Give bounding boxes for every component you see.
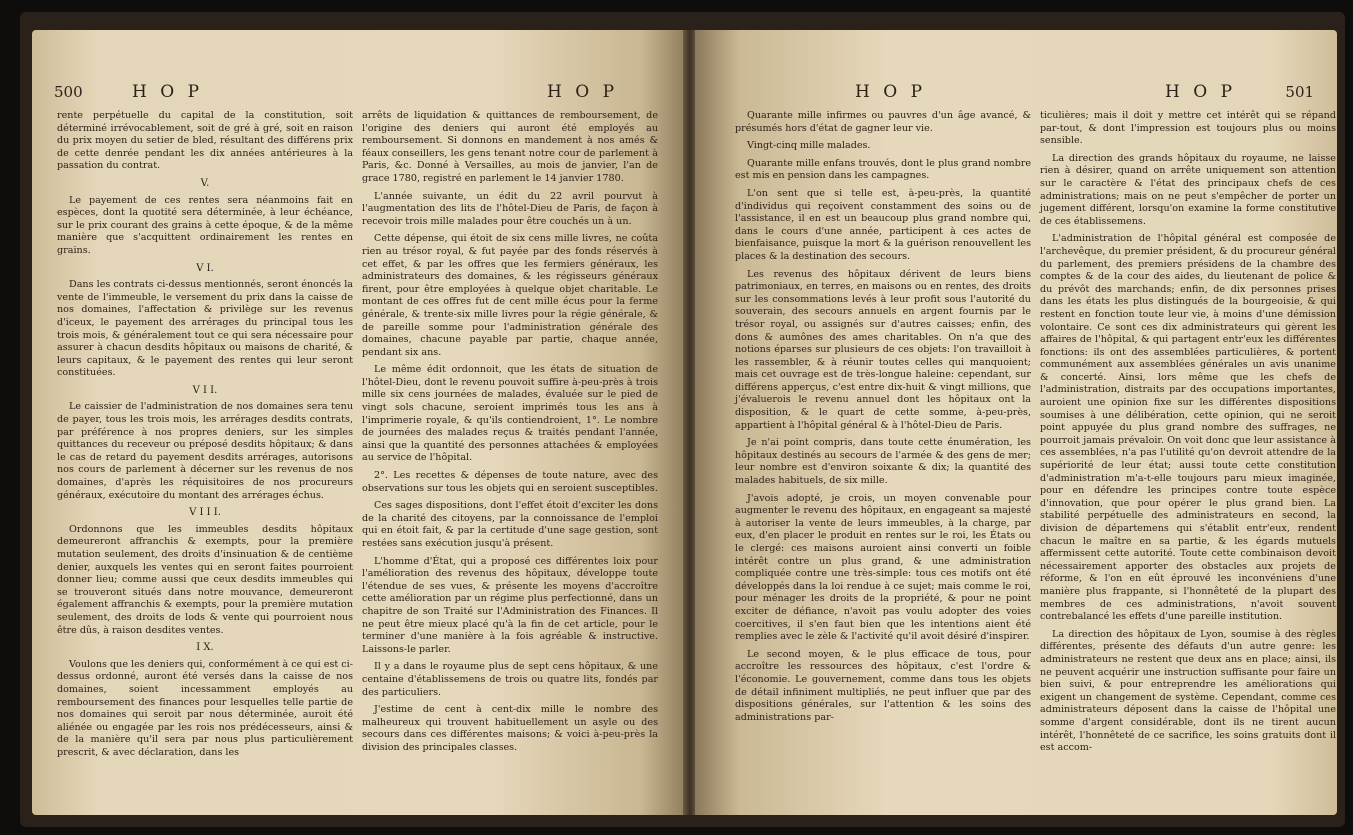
- paragraph: rente perpétuelle du capital de la constitution, soit déterminé irrévocablement, soit de gré à gré, soit en raison du prix moyen du setier de bled, résultant des différens prix de cette denrée pendant les dix années antérieures à la passation du contrat.: [57, 110, 353, 172]
- paragraph: La direction des hôpitaux de Lyon, soumise à des règles différentes, présente des défauts d'un autre genre: les administrateurs ne restent que deux ans en place; ainsi, ils ne peuvent acquérir une instruction suffisante pour faire un bien suivi, & pour entreprendre les améliorations qui exigent un changement de système. Cependant, comme ces administrateurs déposent dans la caisse de l'hôpital une somme d'argent considérable, dont ils ne tirent aucun intérêt, l'honnêteté de ce sacrifice, les soins gratuits dont il est accom-: [1040, 628, 1336, 754]
- running-head-right: H O P: [547, 82, 619, 102]
- paragraph: Le payement de ces rentes sera néanmoins fait en espèces, dont la quotité sera déterminée, à leur échéance, sur le prix courant des grains à cette époque, & de la même manière que s'acquittent ordinairement les rentes en grains.: [57, 194, 353, 256]
- open-book: [20, 12, 1345, 827]
- paragraph: Le même édit ordonnoit, que les états de situation de l'hôtel-Dieu, dont le revenu pouvoit suffire à-peu-près à trois mille six cens journées de malades, évaluée sur le pied de vingt sols chacune, seroient imprimés tous les ans à l'imprimerie royale, & qu'ils contiendroient, 1°. Le nombre de journées des malades reçus & traités pendant l'année, ainsi que la quantité des personnes attachées & employées au service de l'hôpital.: [362, 364, 658, 464]
- paragraph: Le second moyen, & le plus efficace de tous, pour accroître les ressources des hôpitaux, c'est l'ordre & l'économie. Le gouvernement, comme dans tous les objets de détail infiniment multipliés, ne peut influer que par des dispositions générales, sur l'attention & les soins des administrations par-: [735, 648, 1031, 723]
- section-number: V I I.: [192, 384, 218, 396]
- text-column: [1040, 110, 1336, 760]
- paragraph: 2°. Les recettes & dépenses de toute nature, avec des observations sur tous les objets qui en seroient susceptibles.: [362, 470, 658, 494]
- paragraph: Cette dépense, qui étoit de six cens mille livres, ne coûta rien au trésor royal, & fut payée par des fonds réservés à cet effet, & par les offres que les fermiers généraux, les administrateurs des domaines, & les régisseurs généraux firent, pour être employées à quelque objet charitable. Le montant de ces offres fut de cent mille écus pour la ferme générale, & trente-six mille livres pour la régie générale, & de pareille somme pour l'administration générale des domaines, chacune payable par partie, chaque année, pendant six ans.: [362, 233, 658, 358]
- page-number: 500: [54, 83, 83, 101]
- paragraph: L'année suivante, un édit du 22 avril pourvut à l'augmentation des lits de l'hôtel-Dieu de Paris, de façon à recevoir trois mille malades pour être couchés un à un.: [362, 190, 658, 227]
- paragraph: L'on sent que si telle est, à-peu-près, la quantité d'individus qui reçoivent constamment des soins ou de l'assistance, il en est un beaucoup plus grand nombre qui, dans le cours d'une année, participent à ces actes de bienfaisance, puisque la mort & la guérison renouvellent les places & la destination des secours.: [735, 187, 1031, 262]
- paragraph: La direction des grands hôpitaux du royaume, ne laisse rien à désirer, quand on arrête uniquement son attention sur le caractère & l'état des principaux chefs de ces administrations; mais on ne peut s'empêcher de porter un jugement différent, lorsqu'on examine la forme constitutive de ces établissemens.: [1040, 152, 1336, 227]
- paragraph: Il y a dans le royaume plus de sept cens hôpitaux, & une centaine d'établissemens de trois ou quatre lits, fondés par des particuliers.: [362, 661, 658, 698]
- right-page-header: [1165, 82, 1314, 102]
- section-number: V I.: [196, 262, 214, 274]
- paragraph: J'estime de cent à cent-dix mille le nombre des malheureux qui trouvent habituellement un asyle ou des secours dans ces différentes maisons; & voici à-peu-près la division des principales classes.: [362, 704, 658, 753]
- paragraph: Ces sages dispositions, dont l'effet étoit d'exciter les dons de la charité des citoyens, par la connoissance de l'emploi qui en étoit fait, & par la certitude d'une sage gestion, sont restées sans exécution jusqu'à présent.: [362, 500, 658, 549]
- paragraph: J'avois adopté, je crois, un moyen convenable pour augmenter le revenu des hôpitaux, en engageant sa majesté à autoriser la vente de leurs immeubles, à la charge, par eux, d'en placer le produit en rentes sur le roi, les États ou le clergé: ces maisons auroient ainsi converti un foible intérêt contre un plus grand, & une administration compliquée contre une très-simple: tous ces motifs ont été développés dans la loi rendue à ce sujet; mais comme le roi, pour ménager les droits de la propriété, & pour ne point exciter de défiance, n'avoit pas voulu adopter des voies coercitives, il s'en faut bien que les intentions aient été remplies avec le zèle & l'activité qu'il avoit désiré d'inspirer.: [735, 492, 1031, 643]
- page-number: 501: [1285, 83, 1315, 101]
- paragraph: Quarante mille infirmes ou pauvres d'un âge avancé, & présumés hors d'état de gagner leur vie.: [735, 110, 1031, 134]
- paragraph: Vingt-cinq mille malades.: [747, 140, 871, 152]
- left-page-header: [54, 82, 203, 102]
- paragraph: Je n'ai point compris, dans toute cette énumération, les hôpitaux destinés au secours de l'armée & des gens de mer; leur nombre est d'environ soixante & dix; la quantité des malades habituels, de six mille.: [735, 437, 1031, 487]
- running-head: H O P: [132, 82, 204, 102]
- paragraph: ticulières; mais il doit y mettre cet intérêt qui se répand par-tout, & dont l'impression est toujours plus ou moins sensible.: [1040, 110, 1336, 147]
- text-column: [735, 110, 1031, 729]
- paragraph: Dans les contrats ci-dessus mentionnés, seront énoncés la vente de l'immeuble, le versement du prix dans la caisse de nos domaines, l'affectation & privilège sur les revenus d'iceux, le payement des arrérages du principal tous les trois mois, & généralement tout ce qui sera nécessaire pour assurer à chacun desdits hôpitaux ou maisons de charité, & leurs capitaux, & le payement des rentes qui leur seront constituées.: [57, 279, 353, 379]
- paragraph: L'administration de l'hôpital général est composée de l'archevêque, du premier président, & du procureur général du parlement, des premiers présidens de la chambre des comptes & de la cour des aides, du lieutenant de police & du prévôt des marchands; enfin, de dix personnes prises dans les états les plus distingués de la bourgeoisie, & qui restent en fonction toute leur vie, à moins d'une démission volontaire. Ce sont ces dix administrateurs qui gèrent les affaires de l'hôpital, & qui partagent entr'eux les différentes fonctions: ils ont des assemblées particulières, & portent communément aux assemblées générales un avis unanime & concerté. Ainsi, lors même que les chefs de l'administration, distraits par des occupations importantes, auroient une opinion fixe sur les différentes dispositions soumises à une délibération, cette opinion, qui ne seroit point appuyée du plus grand nombre des suffrages, ne pourroit jamais prévaloir. On voit donc que leur assistance à ces assemblées, n'a pas l'utilité qu'on devroit attendre de la supériorité de leur état; aussi toute cette constitution d'administration m'a-t-elle toujours paru mieux imaginée, pour en défendre les principes contre toute espèce d'innovation, que pour opérer le plus grand bien. La stabilité perpétuelle des administrateurs en second, la division de départemens qui s'établit entr'eux, rendent chacun le maître en sa partie, & les égards mutuels affermissent cette autorité. Toute cette combinaison devoit nécessairement apporter des obstacles aux projets de réforme, & l'on en eût éprouvé les inconvéniens d'une manière plus frappante, si l'honnêteté de la plupart des membres de ces administrations, n'avoit souvent contrebalancé les effets d'une pareille institution.: [1040, 233, 1336, 623]
- text-column: [57, 110, 353, 765]
- left-page: [32, 30, 687, 815]
- paragraph: Quarante mille enfans trouvés, dont le plus grand nombre est mis en pension dans les campagnes.: [735, 157, 1031, 182]
- text-column: [362, 110, 658, 760]
- running-head: H O P: [1165, 82, 1237, 102]
- paragraph: Le caissier de l'administration de nos domaines sera tenu de payer, tous les trois mois, les arrérages desdits contrats, par préférence à nos propres deniers, sur les simples quittances du receveur ou préposé desdits hôpitaux; & dans le cas de retard du payement desdits arrérages, autorisons nos cours de parlement à décerner sur les revenus de nos domaines, d'après les réquisitoires de nos procureurs généraux, exécutoire du montant des arrérages échus.: [57, 401, 353, 501]
- paragraph: Voulons que les deniers qui, conformément à ce qui est ci-dessus ordonné, auront été versés dans la caisse de nos domaines, soient incessamment employés au remboursement des finances pour lesquelles telle partie de nos domaines qui seroit par nous déterminée, auroit été aliénée ou engagée par les rois nos prédécesseurs, ainsi & de la manière qu'il sera par nous plus particulièrement prescrit, & avec déclaration, dans les: [57, 658, 353, 758]
- section-number: V.: [200, 177, 210, 189]
- section-number: I X.: [196, 642, 214, 654]
- paragraph: Les revenus des hôpitaux dérivent de leurs biens patrimoniaux, en terres, en maisons ou en rentes, des droits sur les consommations levés à leur profit sous l'autorité du souverain, des secours annuels en argent fournis par le trésor royal, ou assignés sur d'autres caisses; enfin, des dons & aumônes des ames charitables. On n'a que des notions éparses sur plusieurs de ces objets: l'on travailloit à les rassembler, & à réunir toutes celles qui manquoient; mais cet ouvrage est de très-longue haleine: cependant, sur différens apperçus, c'est entre dix-huit & vingt millions, que j'évaluerois le revenu annuel dont les hôpitaux ont la disposition, & le quart de cette somme, à-peu-près, appartient à l'hôpital général & à l'hôtel-Dieu de Paris.: [735, 268, 1031, 431]
- right-page: [695, 30, 1337, 815]
- running-head-left: H O P: [855, 82, 927, 102]
- paragraph: arrêts de liquidation & quittances de remboursement, de l'origine des deniers qui auront été employés au remboursement. Si donnons en mandement à nos amés & féaux conseillers, les gens tenant notre cour de parlement à Paris, &c. Donné à Versailles, au mois de janvier, l'an de grace 1780, registré en parlement le 14 janvier 1780.: [362, 110, 658, 184]
- section-number: V I I I.: [189, 507, 221, 519]
- paragraph: L'homme d'État, qui a proposé ces différentes loix pour l'amélioration des revenus des hôpitaux, développe toute l'étendue de ses vues, & présente les moyens d'accroître cette amélioration par un régime plus perfectionné, dans un chapitre de son Traité sur l'Administration des Finances. Il ne peut être mieux placé qu'à la fin de cet article, pour le terminer d'une manière à la fois agréable & instructive. Laissons-le parler.: [362, 555, 658, 655]
- paragraph: Ordonnons que les immeubles desdits hôpitaux demeureront affranchis & exempts, pour la première mutation seulement, des droits d'insinuation & de centième denier, auxquels les ventes qui en seront faites pourroient donner lieu; comme aussi que ceux desdits immeubles qui se trouveront situés dans notre mouvance, demeureront également affranchis & exempts, pour la première mutation seulement, des droits de lods & vente qui pourroient nous être dûs, à raison desdites ventes.: [57, 523, 353, 636]
